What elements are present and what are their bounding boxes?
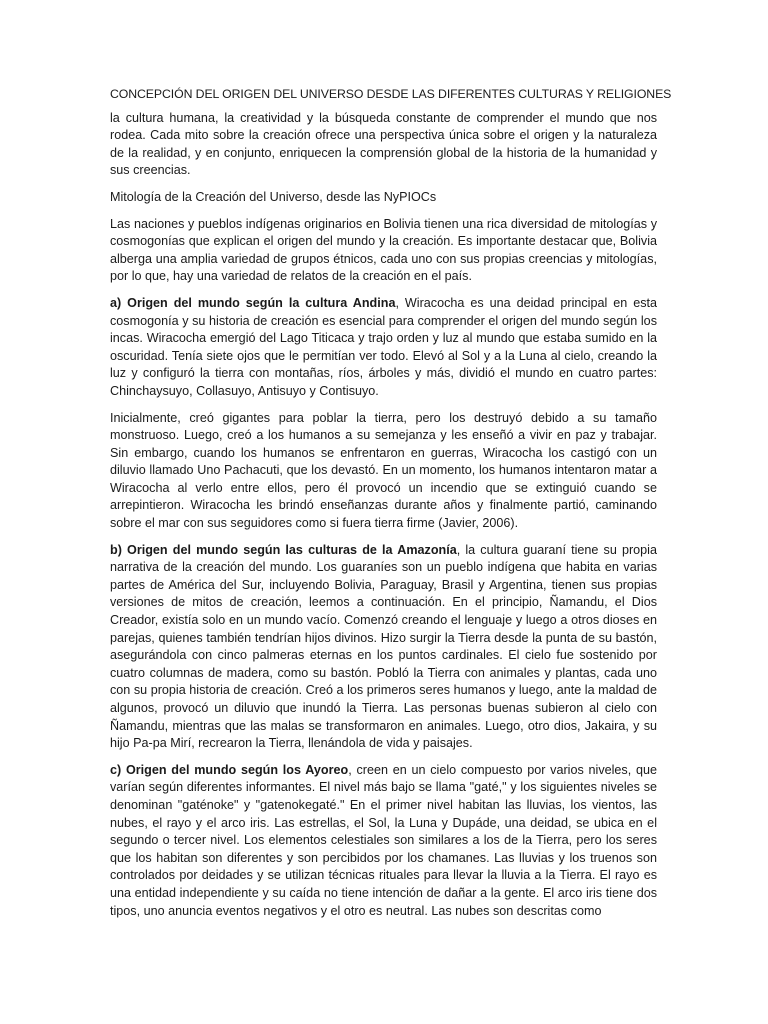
section-heading: Mitología de la Creación del Universo, desde las NyPIOCs bbox=[110, 189, 437, 204]
andina-text: , Wiracocha es una deidad principal en esta cosmogonía y su historia de creación es esencial para comprender el origen del mundo según los incas. Wiracocha emergió del Lago Titicaca y trajo orden y luz al mundo que estaba sumido en la oscuridad. Tenía siete ojos que le permitían ver todo. Elevó al Sol y a la Luna al cielo, creando la luz y configuró la tierra con montañas, ríos, árboles y más, dividió el mundo en cuatro partes: Chinchaysuyo, Collasuyo, Antisuyo y Contisuyo. bbox=[110, 295, 657, 398]
andina-heading: a) Origen del mundo según la cultura Andina bbox=[110, 295, 396, 310]
andina-continuation-paragraph: Inicialmente, creó gigantes para poblar la tierra, pero los destruyó debido a su tamaño monstruoso. Luego, creó a los humanos a su semejanza y les enseñó a vivir en paz y trabajar. Sin embargo, cuando los humanos se enfrentaron en guerras, Wiracocha los castigó con un diluvio llamado Uno Pachacuti, que los devastó. En un momento, los humanos intentaron matar a Wiracocha al verlo entre ellos, pero él provocó un incendio que se extinguió cuando se arrepintieron. Wiracocha les brindó enseñanzas durante años y finalmente partió, caminando sobre el mar con sus seguidores como si fuera tierra firme (Javier, 2006). bbox=[110, 410, 657, 531]
intro-paragraph: la cultura humana, la creatividad y la búsqueda constante de comprender el mundo que nos rodea. Cada mito sobre la creación ofrece una perspectiva única sobre el origen y la naturaleza de la realidad, y en conjunto, enriquecen la comprensión global de la historia de la humanidad y sus creencias. bbox=[110, 110, 657, 178]
ayoreo-text: , creen en un cielo compuesto por varios niveles, que varían según diferentes informantes. El nivel más bajo se llama "gaté," y los siguientes niveles se denominan "gaténoke" y "gatenokegaté." En el primer nivel habitan las lluvias, los vientos, las nubes, el rayo y el arco iris. Las estrellas, el Sol, la Luna y Dupáde, una deidad, se ubica en el segundo o tercer nivel. Los elementos celestiales son similares a los de la Tierra, pero los seres que los habitan son diferentes y son percibidos por los chamanes. Las lluvias y los truenos son controlados por deidades y se utilizan técnicas rituales para llevar la lluvia a la Tierra. El rayo es una entidad independiente y su caída no tiene intención de dañar a la gente. El arco iris tiene dos tipos, uno anuncia eventos negativos y el otro es neutral. Las nubes son descritas como bbox=[110, 762, 657, 918]
section-intro-paragraph: Las naciones y pueblos indígenas originarios en Bolivia tienen una rica diversidad de mitologías y cosmogonías que explican el origen del mundo y la creación. Es importante destacar que, Bolivia alberga una amplia variedad de grupos étnicos, cada uno con sus propias creencias y mitologías, por lo que, hay una variedad de relatos de la creación en el país. bbox=[110, 216, 657, 284]
ayoreo-paragraph bbox=[110, 762, 657, 920]
amazonia-text: , la cultura guaraní tiene su propia narrativa de la creación del mundo. Los guaraníes son un pueblo indígena que habita en varias partes de América del Sur, incluyendo Bolivia, Paraguay, Brasil y Argentina, tienen sus propias versiones de mitos de creación, leemos a continuación. En el principio, Ñamandu, el Dios Creador, existía solo en un mundo vacío. Comenzó creando el lenguaje y luego a otros dioses en parejas, quienes también tendrían hijos divinos. Hizo surgir la Tierra desde la punta de su bastón, asegurándola con cinco palmeras eternas en los puntos cardinales. El cielo fue sostenido por cuatro columnas de madera, como su bastón. Pobló la Tierra con animales y plantas, cada uno con su propia historia de creación. Creó a los primeros seres humanos y luego, ante la maldad de algunos, provocó un diluvio que inundó la Tierra. Las personas buenas subieron al cielo con Ñamandu, mientras que las malas se transformaron en animales. Luego, otro dios, Jakaira, y su hijo Pa-pa Mirí, recrearon la Tierra, llenándola de vida y paisajes. bbox=[110, 542, 657, 751]
amazonia-heading: b) Origen del mundo según las culturas de la Amazonía bbox=[110, 542, 457, 557]
ayoreo-heading: c) Origen del mundo según los Ayoreo bbox=[110, 762, 349, 777]
amazonia-paragraph bbox=[110, 542, 657, 753]
document-title: CONCEPCIÓN DEL ORIGEN DEL UNIVERSO DESDE LAS DIFERENTES CULTURAS Y RELIGIONES bbox=[110, 87, 672, 101]
document-page bbox=[110, 86, 672, 929]
andina-paragraph bbox=[110, 295, 657, 401]
